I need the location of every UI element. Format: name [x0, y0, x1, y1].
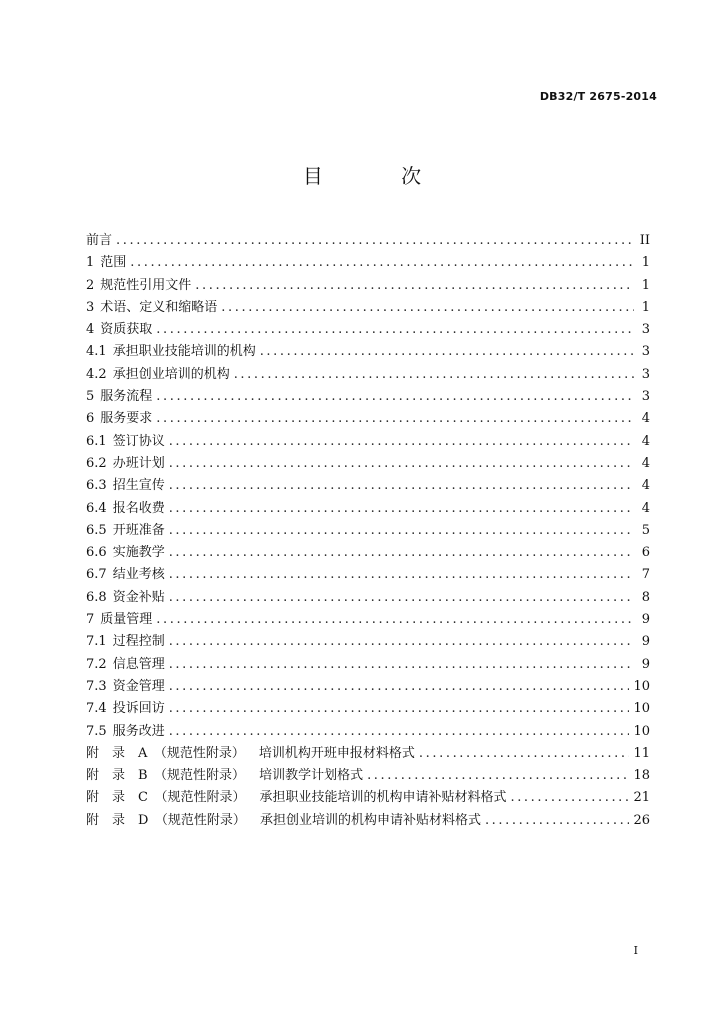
toc-entry-page: 26: [633, 812, 650, 828]
toc-entry-title: 承担创业培训的机构: [112, 366, 230, 382]
toc-entry-title: 开班准备: [112, 522, 165, 538]
toc-entry-title: 资质获取: [100, 322, 153, 338]
document-code: DB32/T 2675-2014: [539, 90, 657, 103]
toc-entry-title: 签订协议: [112, 433, 165, 449]
toc-entry-page: 7: [641, 567, 650, 583]
toc-entry-label: [86, 407, 152, 426]
toc-entry-number: 6.1: [86, 433, 107, 449]
toc-entry-label: [86, 340, 256, 359]
toc-entry-number: 7.5: [86, 723, 107, 739]
toc-entry-page: 9: [641, 656, 650, 672]
toc-leader-dots: [169, 567, 634, 582]
toc-entry-number: 5: [86, 389, 95, 405]
toc-entry-number: 附 录 A （规范性附录）: [86, 745, 245, 761]
toc-entry-title: 承担职业技能培训的机构申请补贴材料格式: [259, 790, 507, 806]
toc-entry[interactable]: [86, 563, 650, 585]
toc-entry-page: 1: [641, 255, 650, 271]
toc-entry-label: [86, 296, 217, 315]
toc-entry-number: 7.3: [86, 678, 107, 694]
toc-entry[interactable]: [86, 274, 650, 296]
toc-entry-number: 7.4: [86, 701, 107, 717]
toc-leader-dots: [169, 478, 634, 493]
table-of-contents: [86, 229, 650, 831]
toc-leader-dots: [169, 701, 630, 716]
toc-entry-title: 服务要求: [100, 411, 153, 427]
toc-entry-page: II: [639, 233, 650, 248]
toc-entry[interactable]: [86, 786, 650, 808]
toc-leader-dots: [169, 724, 630, 739]
toc-leader-dots: [510, 790, 629, 805]
toc-entry-title: 范围: [100, 255, 127, 271]
toc-entry-label: [86, 474, 165, 493]
toc-entry-title: 资金补贴: [112, 589, 165, 605]
toc-entry-title: 质量管理: [100, 612, 153, 628]
toc-entry-number: 4.1: [86, 344, 107, 360]
toc-entry-title: 办班计划: [112, 455, 165, 471]
toc-entry-label: [86, 742, 415, 761]
toc-entry-title: 报名收费: [112, 500, 165, 516]
toc-entry[interactable]: [86, 296, 650, 318]
toc-entry[interactable]: [86, 385, 650, 407]
toc-entry-number: 附 录 B （规范性附录）: [86, 768, 246, 784]
toc-entry-label: [86, 363, 230, 382]
toc-entry-page: 8: [641, 589, 650, 605]
toc-entry-title: 培训机构开班申报材料格式: [258, 745, 415, 761]
toc-entry[interactable]: [86, 452, 650, 474]
toc-entry[interactable]: [86, 430, 650, 452]
toc-entry-title: 结业考核: [112, 567, 165, 583]
toc-entry[interactable]: [86, 720, 650, 742]
toc-entry-title: 资金管理: [112, 678, 165, 694]
page-number: I: [633, 944, 638, 957]
toc-entry[interactable]: [86, 474, 650, 496]
toc-entry-page: 3: [641, 322, 650, 338]
toc-entry-label: [86, 697, 165, 716]
toc-entry-number: 6.4: [86, 500, 107, 516]
toc-entry-number: 7.1: [86, 634, 107, 650]
toc-entry-label: [86, 586, 165, 605]
toc-entry-label: [86, 675, 165, 694]
toc-entry-number: 1: [86, 255, 95, 271]
toc-entry-label: [86, 318, 152, 337]
toc-entry-page: 5: [641, 522, 650, 538]
toc-entry-number: 6: [86, 411, 95, 427]
toc-entry-number: 7: [86, 612, 95, 628]
toc-leader-dots: [169, 456, 634, 471]
toc-leader-dots: [260, 344, 634, 359]
toc-leader-dots: [169, 523, 634, 538]
toc-leader-dots: [367, 768, 629, 783]
toc-leader-dots: [169, 545, 634, 560]
toc-entry[interactable]: [86, 809, 650, 831]
toc-entry-title: 服务流程: [100, 389, 153, 405]
toc-entry[interactable]: [86, 363, 650, 385]
toc-leader-dots: [130, 255, 634, 270]
toc-entry[interactable]: [86, 340, 650, 362]
toc-entry-label: [86, 452, 165, 471]
toc-entry-label: [86, 653, 165, 672]
toc-entry-page: 3: [641, 366, 650, 382]
toc-leader-dots: [169, 434, 634, 449]
toc-entry-title: 服务改进: [112, 723, 165, 739]
toc-leader-dots: [169, 590, 634, 605]
toc-entry-label: [86, 630, 165, 649]
toc-entry[interactable]: [86, 675, 650, 697]
toc-entry-page: 18: [633, 768, 650, 784]
toc-leader-dots: [116, 233, 634, 248]
toc-leader-dots: [221, 300, 634, 315]
toc-entry[interactable]: [86, 653, 650, 675]
toc-entry-title: 投诉回访: [112, 701, 165, 717]
toc-entry[interactable]: [86, 318, 650, 340]
toc-leader-dots: [156, 612, 634, 627]
toc-leader-dots: [156, 389, 634, 404]
toc-entry-page: 4: [641, 455, 650, 471]
toc-entry-page: 4: [641, 500, 650, 516]
toc-entry-title: 招生宣传: [112, 478, 165, 494]
toc-entry-page: 4: [641, 411, 650, 427]
toc-entry-title: 前言: [86, 233, 113, 248]
toc-entry-page: 10: [633, 701, 650, 717]
toc-leader-dots: [419, 746, 630, 761]
toc-entry-label: [86, 430, 165, 449]
toc-entry[interactable]: [86, 586, 650, 608]
toc-entry-label: [86, 541, 165, 560]
toc-entry[interactable]: [86, 742, 650, 764]
toc-leader-dots: [169, 657, 634, 672]
toc-entry-label: [86, 385, 152, 404]
toc-entry-number: 3: [86, 299, 95, 315]
toc-entry-label: [86, 519, 165, 538]
toc-entry-label: [86, 809, 481, 828]
toc-leader-dots: [195, 278, 634, 293]
toc-leader-dots: [169, 501, 634, 516]
toc-entry-title: 实施教学: [112, 545, 165, 561]
toc-entry-number: 附 录 D （规范性附录）: [86, 812, 246, 828]
toc-entry-page: 10: [633, 678, 650, 694]
toc-entry-page: 3: [641, 389, 650, 405]
toc-entry-label: [86, 229, 112, 248]
toc-entry-number: 6.3: [86, 478, 107, 494]
toc-leader-dots: [234, 367, 634, 382]
toc-entry-page: 3: [641, 344, 650, 360]
toc-entry-number: 2: [86, 277, 95, 293]
toc-entry[interactable]: [86, 697, 650, 719]
toc-entry-number: 6.7: [86, 567, 107, 583]
toc-entry-label: [86, 764, 363, 783]
toc-entry[interactable]: [86, 519, 650, 541]
toc-leader-dots: [156, 411, 634, 426]
toc-entry-number: 6.5: [86, 522, 107, 538]
toc-entry-title: 信息管理: [112, 656, 165, 672]
toc-entry-number: 4.2: [86, 366, 107, 382]
toc-entry-page: 6: [641, 545, 650, 561]
toc-leader-dots: [485, 813, 630, 828]
toc-entry-number: 6.8: [86, 589, 107, 605]
toc-entry[interactable]: [86, 251, 650, 273]
toc-entry-number: 6.6: [86, 545, 107, 561]
toc-entry-page: 11: [633, 745, 650, 761]
toc-leader-dots: [156, 322, 634, 337]
toc-entry-title: 承担创业培训的机构申请补贴材料格式: [259, 812, 481, 828]
toc-entry-page: 4: [641, 433, 650, 449]
toc-entry-page: 9: [641, 612, 650, 628]
toc-entry-label: [86, 563, 165, 582]
toc-entry-label: [86, 274, 191, 293]
toc-entry-label: [86, 251, 126, 270]
toc-entry-title: 承担职业技能培训的机构: [112, 344, 256, 360]
toc-entry[interactable]: [86, 497, 650, 519]
toc-entry-title: 培训教学计划格式: [259, 768, 364, 784]
toc-entry[interactable]: [86, 608, 650, 630]
toc-entry-page: 10: [633, 723, 650, 739]
toc-entry-title: 过程控制: [112, 634, 165, 650]
toc-entry-page: 21: [633, 790, 650, 806]
toc-entry-page: 1: [641, 277, 650, 293]
toc-entry-number: 6.2: [86, 455, 107, 471]
toc-entry-number: 附 录 C （规范性附录）: [86, 790, 246, 806]
toc-entry-title: 规范性引用文件: [100, 277, 192, 293]
toc-entry[interactable]: [86, 630, 650, 652]
toc-entry[interactable]: [86, 764, 650, 786]
page-title: 目 次: [302, 164, 458, 188]
toc-entry-label: [86, 786, 506, 805]
toc-entry-label: [86, 497, 165, 516]
toc-entry-page: 9: [641, 634, 650, 650]
toc-leader-dots: [169, 634, 634, 649]
toc-entry-number: 7.2: [86, 656, 107, 672]
toc-leader-dots: [169, 679, 630, 694]
toc-entry-page: 4: [641, 478, 650, 494]
toc-entry-number: 4: [86, 322, 95, 338]
toc-entry-label: [86, 720, 165, 739]
toc-entry-label: [86, 608, 152, 627]
toc-entry[interactable]: [86, 541, 650, 563]
toc-entry[interactable]: [86, 407, 650, 429]
toc-entry-page: 1: [641, 299, 650, 315]
toc-entry[interactable]: [86, 229, 650, 251]
toc-entry-title: 术语、定义和缩略语: [100, 299, 218, 315]
